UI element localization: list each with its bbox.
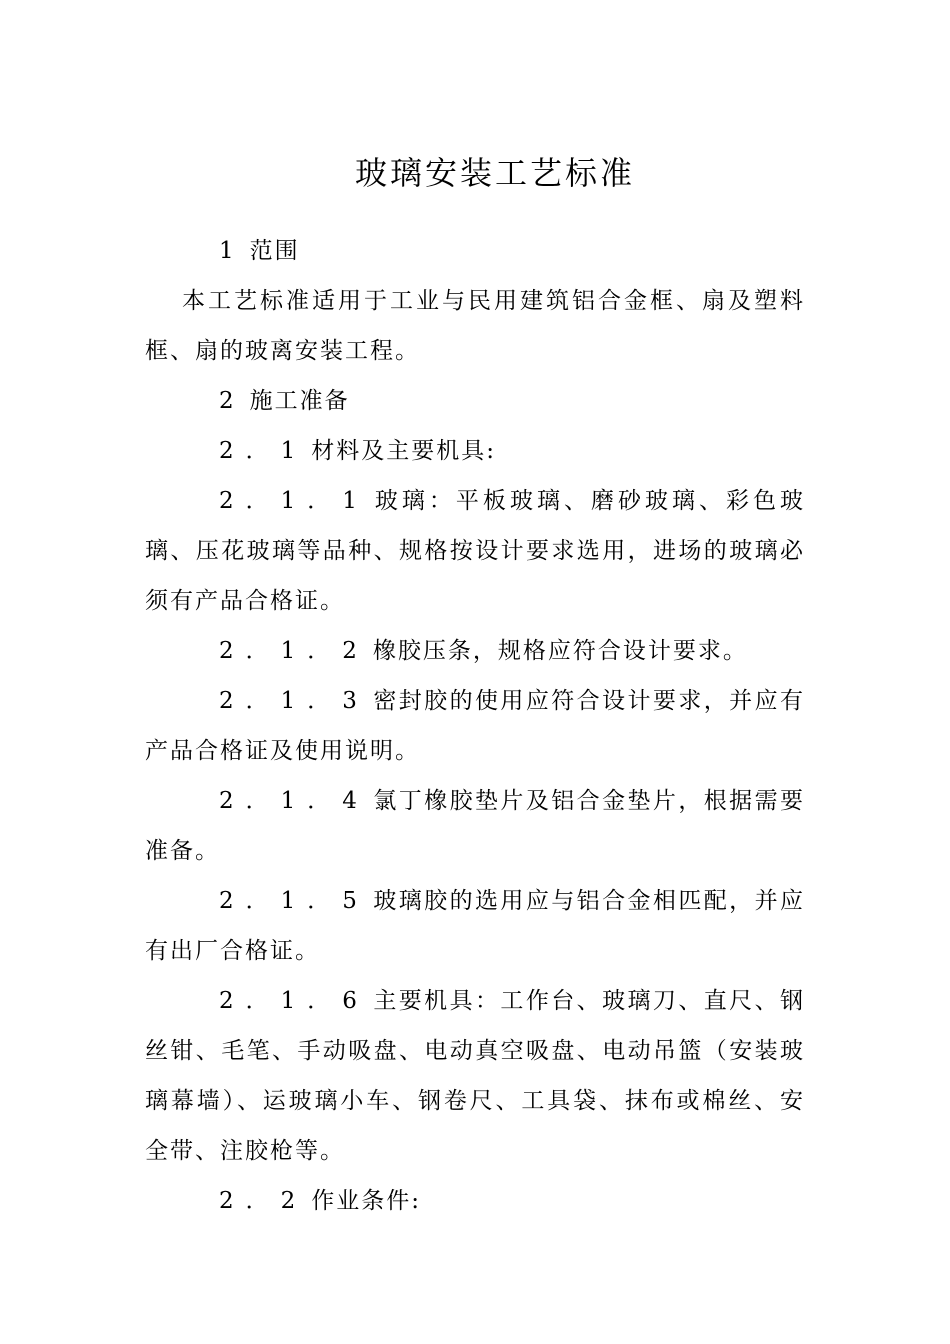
paragraph-text: 玻璃：平板玻璃、磨砂玻璃、彩色玻璃、压花玻璃等品种、规格按设计要求选用，进场的玻璃必须有产品合格证。: [145, 488, 805, 614]
paragraph-7: [145, 676, 805, 776]
paragraph-text: 范围: [249, 238, 300, 264]
paragraph-text: 本工艺标准适用于工业与民用建筑铝合金框、扇及塑料框、扇的玻离安装工程。: [145, 288, 805, 364]
paragraph-text: 玻璃胶的选用应与铝合金相匹配，并应有出厂合格证。: [145, 888, 805, 964]
paragraph-text: 主要机具：工作台、玻璃刀、直尺、钢丝钳、毛笔、手动吸盘、电动真空吸盘、电动吊篮（安装玻璃幕墙）、运玻璃小车、钢卷尺、工具袋、抹布或棉丝、安全带、注胶枪等。: [145, 988, 805, 1164]
paragraph-6: [145, 626, 805, 676]
paragraph-text: 施工准备: [249, 388, 350, 414]
paragraph-11: [145, 1176, 805, 1226]
paragraph-number: 2．1．5: [219, 888, 369, 914]
paragraph-2: [145, 276, 805, 376]
paragraph-text: 作业条件:: [311, 1188, 422, 1214]
paragraph-number: 2．1．6: [219, 988, 369, 1014]
paragraph-number: 2．2: [219, 1188, 308, 1214]
paragraph-1: [145, 226, 805, 276]
paragraph-number: 2．1．4: [219, 788, 369, 814]
paragraph-number: 2．1: [219, 438, 308, 464]
paragraph-3: [145, 376, 805, 426]
paragraph-text: 氯丁橡胶垫片及铝合金垫片，根据需要准备。: [145, 788, 805, 864]
paragraph-10: [145, 976, 805, 1176]
paragraph-5: [145, 476, 805, 626]
paragraph-text: 材料及主要机具:: [311, 438, 497, 464]
paragraph-number: 2．1．3: [219, 688, 369, 714]
paragraph-number: 2．1．2: [219, 638, 369, 664]
paragraph-9: [145, 876, 805, 976]
document-title: 玻璃安装工艺标准: [354, 154, 635, 193]
paragraph-text: 密封胶的使用应符合设计要求，并应有产品合格证及使用说明。: [145, 688, 805, 764]
document-body: [145, 226, 805, 1226]
paragraph-4: [145, 426, 805, 476]
paragraph-text: 橡胶压条，规格应符合设计要求。: [372, 638, 748, 664]
paragraph-8: [145, 776, 805, 876]
paragraph-number: 2．1．1: [219, 488, 369, 514]
paragraph-number: 1: [219, 238, 246, 264]
paragraph-number: 2: [219, 388, 246, 414]
